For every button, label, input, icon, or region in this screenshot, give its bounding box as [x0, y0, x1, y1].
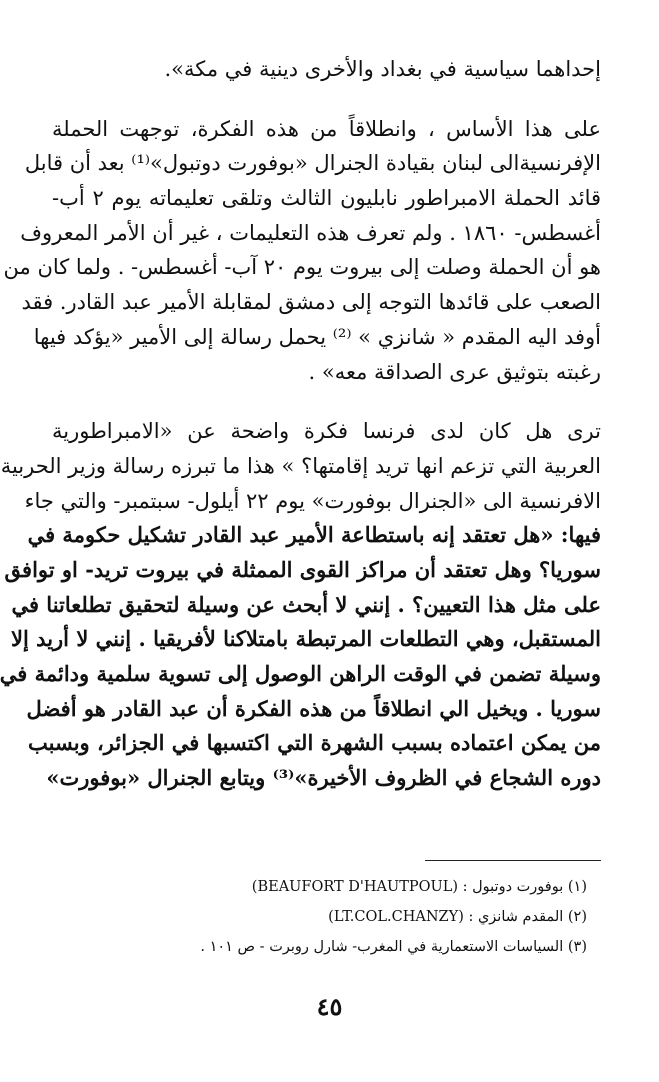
quoted-text-line: دوره الشجاع في الظروف الأخيرة»⁽³⁾ ويتابع الجنرال «بوفورت» [46, 765, 601, 791]
paragraph-1 [52, 52, 601, 87]
text-line: على هذا الأساس ، وانطلاقاً من هذه الفكرة، توجهت الحملة [52, 116, 601, 141]
quoted-text-line: سوريا . ويخيل الي انطلاقاً من هذه الفكرة أن عبد القادر هو أفضل [26, 695, 601, 721]
text-line: هو أن الحملة وصلت إلى بيروت يوم ٢٠ آب- أغسطس- . ولما كان من [3, 255, 601, 280]
text-line: إحداهما سياسية في بغداد والأخرى دينية في مكة». [164, 57, 601, 81]
footnotes [67, 872, 587, 962]
paragraph-gap [52, 389, 601, 414]
text-line: رغبته بتوثيق عرى الصداقة معه» . [308, 359, 601, 384]
text-line: أغسطس- ١٨٦٠ . ولم تعرف هذه التعليمات ، غير أن الأمر المعروف [20, 220, 601, 245]
footnote-divider [425, 860, 601, 861]
quoted-text-line: من يمكن اعتماده بسبب الشهرة التي اكتسبها في الجزائر، وبسبب [28, 730, 601, 756]
page-number: ٤٥ [316, 992, 343, 1021]
footnote-1: (١) بوفورت دوتبول : (BEAUFORT D'HAUTPOUL) [251, 879, 587, 895]
paragraph-2 [3, 112, 602, 390]
text-line: الإفرنسيةالى لبنان بقيادة الجنرال «بوفورت دوتبول»⁽¹⁾ بعد أن قابل [24, 151, 601, 176]
footnote-2: (٢) المقدم شانزي : (LT.COL.CHANZY) [328, 909, 587, 925]
text-line: العربية التي تزعم انها تريد إقامتها؟ » هذا ما تبرزه رسالة وزير الحربية [0, 453, 601, 478]
paragraph-3 [0, 414, 601, 796]
quoted-text-line: وسيلة تضمن في الوقت الراهن الوصول إلى تسوية سلمية ودائمة في [0, 661, 601, 686]
quoted-text-line: المستقبل، وهي التطلعات المرتبطة بامتلاكنا لأفريقيا . إنني لا أريد إلا [11, 626, 601, 652]
paragraph-gap [52, 87, 601, 112]
quoted-text-line: سوريا؟ وهل تعتقد أن مراكز القوى الممثلة في بيروت تريد- او توافق [4, 556, 601, 582]
quoted-text-line: على مثل هذا التعيين؟ . إنني لا أبحث عن وسيلة لتحقيق تطلعاتنا في [11, 591, 601, 617]
text-line: الافرنسية الى «الجنرال بوفورت» يوم ٢٢ أيلول- سبتمبر- والتي جاء [24, 488, 601, 513]
footnote-3: (٣) السياسات الاستعمارية في المغرب- شارل روبرت - ص ١٠١ . [200, 939, 587, 955]
page-body [0, 52, 602, 796]
quoted-text-line: فيها: «هل تعتقد إنه باستطاعة الأمير عبد القادر تشكيل حكومة في [27, 522, 601, 548]
text-line: ترى هل كان لدى فرنسا فكرة واضحة عن «الامبراطورية [52, 419, 601, 444]
text-line: الصعب على قائدها التوجه إلى دمشق لمقابلة الأمير عبد القادر. فقد [21, 290, 601, 315]
text-line: أوفد اليه المقدم « شانزي » ⁽²⁾ يحمل رسالة إلى الأمير «يؤكد فيها [33, 324, 601, 349]
text-line: قائد الحملة الامبراطور نابليون الثالث وتلقى تعليماته يوم ٢ أب- [52, 186, 602, 211]
